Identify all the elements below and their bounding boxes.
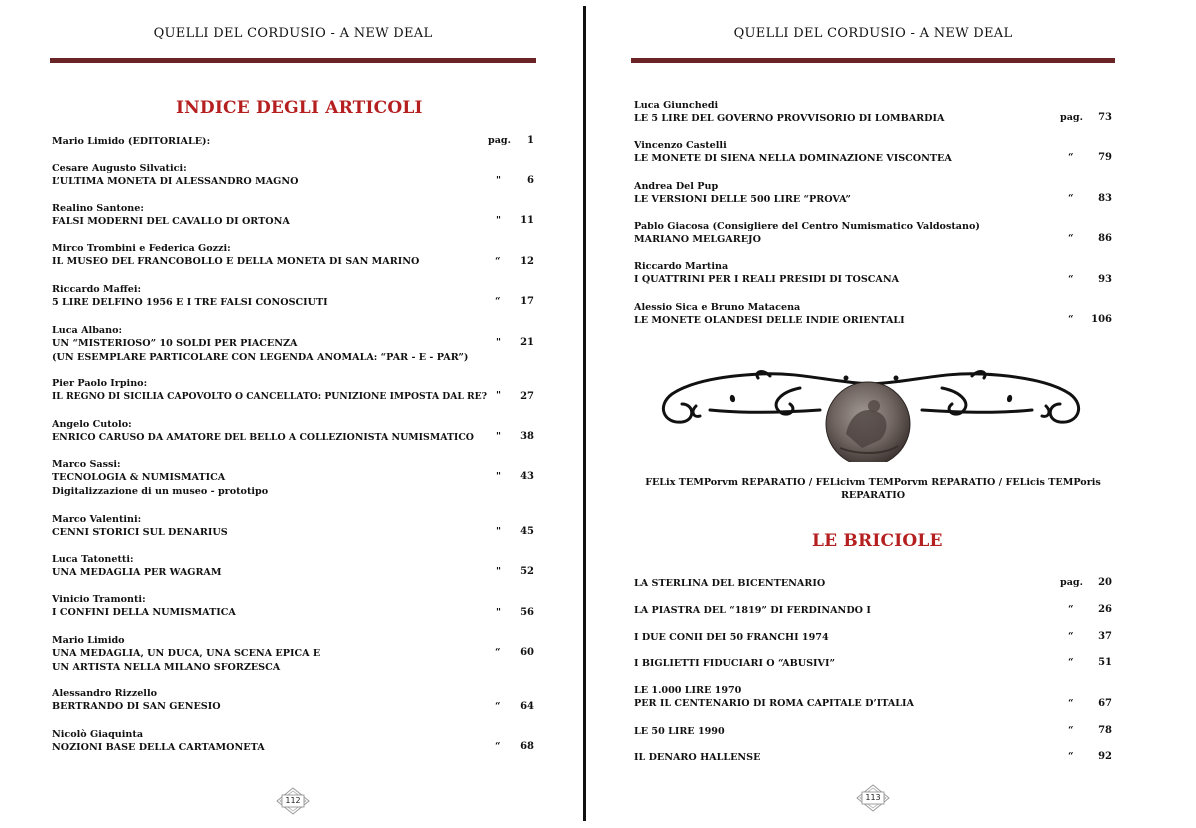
- entry-author: Marco Sassi:: [52, 459, 121, 470]
- page-marker: ": [496, 175, 501, 186]
- page-number: 64: [520, 701, 534, 712]
- page-marker: “: [495, 256, 501, 267]
- entry-author: Andrea Del Pup: [634, 181, 719, 192]
- entry-title: I DUE CONII DEI 50 FRANCHI 1974: [634, 632, 829, 643]
- entry-author: Mario Limido: [52, 635, 125, 646]
- page-marker: ": [496, 566, 501, 577]
- entry-author: Alessandro Rizzello: [52, 688, 157, 699]
- page-marker: “: [1068, 751, 1074, 762]
- toc-entry[interactable]: [634, 260, 899, 287]
- entry-author: Nicolò Giaquinta: [52, 729, 144, 740]
- entry-title: LE VERSIONI DELLE 500 LIRE “PROVA”: [634, 194, 851, 206]
- briciole-title: LE BRICIOLE: [812, 531, 943, 551]
- header-rule: [631, 58, 1115, 63]
- entry-author: Pablo Giacosa (Consigliere del Centro Numismatico Valdostano): [634, 221, 980, 232]
- page-marker: “: [1068, 725, 1074, 736]
- running-head: QUELLI DEL CORDUSIO - A NEW DEAL: [153, 26, 433, 41]
- entry-subtitle: PER IL CENTENARIO DI ROMA CAPITALE D’ITALIA: [634, 698, 914, 710]
- page-marker: ": [496, 215, 501, 226]
- page-number: 38: [520, 431, 534, 442]
- toc-entry[interactable]: [52, 458, 268, 498]
- page-number: 56: [520, 607, 534, 618]
- page-number: 12: [520, 256, 534, 267]
- coin-legend-caption: [628, 476, 1118, 502]
- page-number-footer: 113: [865, 793, 881, 802]
- toc-entry[interactable]: [634, 220, 980, 247]
- toc-entry[interactable]: [52, 634, 320, 674]
- entry-author: Luca Giunchedi: [634, 100, 719, 111]
- page-marker: “: [1068, 233, 1074, 244]
- entry-title: FALSI MODERNI DEL CAVALLO DI ORTONA: [52, 216, 290, 228]
- caption-line-1: FELix TEMPorvm REPARATIO / FELicivm TEMPorvm REPARATIO / FELicis TEMPoris: [645, 477, 1101, 488]
- entry-subtitle: Digitalizzazione di un museo - prototipo: [52, 485, 269, 497]
- page-number: 26: [1098, 604, 1112, 615]
- toc-entry[interactable]: [634, 180, 851, 207]
- entry-author: Alessio Sica e Bruno Matacena: [634, 302, 801, 313]
- briciole-item[interactable]: [634, 751, 760, 764]
- toc-entry[interactable]: [52, 242, 419, 269]
- page-number: 106: [1091, 314, 1112, 325]
- entry-author: Realino Santone:: [52, 203, 144, 214]
- entry-title: I CONFINI DELLA NUMISMATICA: [52, 607, 236, 619]
- entry-title: CENNI STORICI SUL DENARIUS: [52, 527, 228, 539]
- page-marker: “: [1068, 314, 1074, 325]
- page-number: 68: [520, 741, 534, 752]
- entry-title: 5 LIRE DELFINO 1956 E I TRE FALSI CONOSCIUTI: [52, 297, 328, 309]
- entry-author: Marco Valentini:: [52, 514, 142, 525]
- toc-entry[interactable]: [52, 202, 290, 229]
- entry-author: Luca Tatonetti:: [52, 554, 134, 565]
- toc-entry[interactable]: [634, 301, 905, 328]
- briciole-item[interactable]: [634, 725, 725, 738]
- page-marker: “: [495, 647, 501, 658]
- index-title: INDICE DEGLI ARTICOLI: [176, 98, 423, 118]
- page-number: 20: [1098, 577, 1112, 588]
- page-number: 83: [1098, 193, 1112, 204]
- page-marker: “: [495, 741, 501, 752]
- toc-entry[interactable]: [52, 593, 236, 620]
- entry-title: ENRICO CARUSO DA AMATORE DEL BELLO A COLLEZIONISTA NUMISMATICO: [52, 432, 474, 444]
- entry-author: Luca Albano:: [52, 325, 123, 336]
- page-marker: pag.: [488, 135, 511, 146]
- entry-title: IL REGNO DI SICILIA CAPOVOLTO O CANCELLATO: PUNIZIONE IMPOSTA DAL RE?: [52, 391, 488, 403]
- page-marker: pag.: [1060, 112, 1083, 123]
- page-number: 1: [527, 135, 534, 146]
- page-marker: “: [1068, 274, 1074, 285]
- entry-author: Riccardo Maffei:: [52, 284, 142, 295]
- entry-author: Vincenzo Castelli: [634, 140, 727, 151]
- entry-title: LA STERLINA DEL BICENTENARIO: [634, 578, 826, 589]
- page-number: 6: [527, 175, 534, 186]
- page-marker: ": [496, 607, 501, 618]
- left-page: [0, 0, 585, 828]
- page-marker: ": [496, 526, 501, 537]
- page-marker: “: [1068, 193, 1074, 204]
- toc-entry[interactable]: [52, 162, 298, 189]
- entry-title: TECNOLOGIA & NUMISMATICA: [52, 472, 226, 484]
- toc-entry[interactable]: [52, 324, 468, 364]
- page-marker: ": [496, 431, 501, 442]
- entry-title: UNA MEDAGLIA, UN DUCA, UNA SCENA EPICA E: [52, 648, 321, 660]
- page-number: 92: [1098, 751, 1112, 762]
- entry-title: LE 5 LIRE DEL GOVERNO PROVVISORIO DI LOMBARDIA: [634, 113, 945, 125]
- page-number-footer: 112: [285, 796, 301, 805]
- entry-title: LE MONETE DI SIENA NELLA DOMINAZIONE VISCONTEA: [634, 153, 952, 165]
- briciole-item[interactable]: [634, 577, 825, 590]
- page-number: 93: [1098, 274, 1112, 285]
- folio-badge: [856, 784, 890, 812]
- entry-title: BERTRANDO DI SAN GENESIO: [52, 701, 221, 713]
- briciole-item[interactable]: [634, 604, 871, 617]
- toc-entry[interactable]: [634, 139, 952, 166]
- entry-title: UN “MISTERIOSO” 10 SOLDI PER PIACENZA: [52, 338, 298, 350]
- page-marker: “: [1068, 698, 1074, 709]
- page-marker: “: [1068, 152, 1074, 163]
- page-number: 21: [520, 337, 534, 348]
- entry-title: I QUATTRINI PER I REALI PRESIDI DI TOSCANA: [634, 274, 900, 286]
- entry-title: IL DENARO HALLENSE: [634, 752, 761, 763]
- entry-title: UNA MEDAGLIA PER WAGRAM: [52, 567, 222, 579]
- header-rule: [50, 58, 536, 63]
- entry-title: LE 1.000 LIRE 1970: [634, 685, 742, 696]
- page-number: 43: [520, 471, 534, 482]
- toc-entry[interactable]: [52, 513, 228, 540]
- entry-title: IL MUSEO DEL FRANCOBOLLO E DELLA MONETA DI SAN MARINO: [52, 256, 420, 268]
- running-head: QUELLI DEL CORDUSIO - A NEW DEAL: [733, 26, 1013, 41]
- page-number: 17: [520, 296, 534, 307]
- entry-title: NOZIONI BASE DELLA CARTAMONETA: [52, 742, 265, 754]
- page-number: 37: [1098, 631, 1112, 642]
- entry-author: Mirco Trombini e Federica Gozzi:: [52, 243, 231, 254]
- entry-author: Vinicio Tramonti:: [52, 594, 146, 605]
- page-marker: ": [496, 390, 501, 401]
- page-marker: ": [496, 337, 501, 348]
- entry-author: Riccardo Martina: [634, 261, 729, 272]
- spine-divider: [583, 6, 586, 821]
- toc-entry[interactable]: [52, 728, 265, 755]
- entry-author: Angelo Cutolo:: [52, 419, 132, 430]
- page-number: 79: [1098, 152, 1112, 163]
- entry-author: Mario Limido (EDITORIALE):: [52, 136, 211, 147]
- entry-subtitle: UN ARTISTA NELLA MILANO SFORZESCA: [52, 661, 281, 673]
- page-number: 11: [520, 215, 534, 226]
- page-marker: “: [1068, 631, 1074, 642]
- entry-title: LE 50 LIRE 1990: [634, 726, 725, 737]
- entry-subtitle: (UN ESEMPLARE PARTICOLARE CON LEGENDA ANOMALA: “PAR - E - PAR”): [52, 351, 469, 363]
- page-marker: “: [1068, 604, 1074, 615]
- page-marker: pag.: [1060, 577, 1083, 588]
- toc-entry[interactable]: [52, 418, 474, 445]
- entry-title: MARIANO MELGAREJO: [634, 234, 761, 246]
- right-page: [588, 0, 1196, 828]
- entry-author: Pier Paolo Irpino:: [52, 378, 148, 389]
- page-number: 27: [520, 391, 534, 402]
- folio-badge: [276, 787, 310, 815]
- page-marker: “: [495, 701, 501, 712]
- entry-title: I BIGLIETTI FIDUCIARI O “ABUSIVI”: [634, 658, 835, 669]
- toc-entry[interactable]: [52, 553, 222, 580]
- page-number: 60: [520, 647, 534, 658]
- caption-line-2: REPARATIO: [840, 490, 906, 501]
- entry-author: Cesare Augusto Silvatici:: [52, 163, 187, 174]
- page-marker: “: [1068, 657, 1074, 668]
- page-number: 52: [520, 566, 534, 577]
- briciole-item[interactable]: [634, 684, 914, 711]
- toc-entry[interactable]: [634, 99, 944, 126]
- page-number: 73: [1098, 112, 1112, 123]
- toc-entry[interactable]: [52, 687, 221, 714]
- page-number: 67: [1098, 698, 1112, 709]
- entry-title: LA PIASTRA DEL “1819” DI FERDINANDO I: [634, 605, 871, 616]
- briciole-item[interactable]: [634, 631, 829, 644]
- page-number: 51: [1098, 657, 1112, 668]
- toc-entry[interactable]: [52, 377, 487, 404]
- toc-entry[interactable]: [52, 135, 210, 148]
- ornament-flourish: [650, 362, 1092, 462]
- page-marker: ": [496, 471, 501, 482]
- page-number: 86: [1098, 233, 1112, 244]
- page-marker: “: [495, 296, 501, 307]
- entry-title: L’ULTIMA MONETA DI ALESSANDRO MAGNO: [52, 176, 299, 188]
- toc-entry[interactable]: [52, 283, 328, 310]
- page-number: 78: [1098, 725, 1112, 736]
- entry-title: LE MONETE OLANDESI DELLE INDIE ORIENTALI: [634, 315, 905, 327]
- page-number: 45: [520, 526, 534, 537]
- briciole-item[interactable]: [634, 657, 835, 670]
